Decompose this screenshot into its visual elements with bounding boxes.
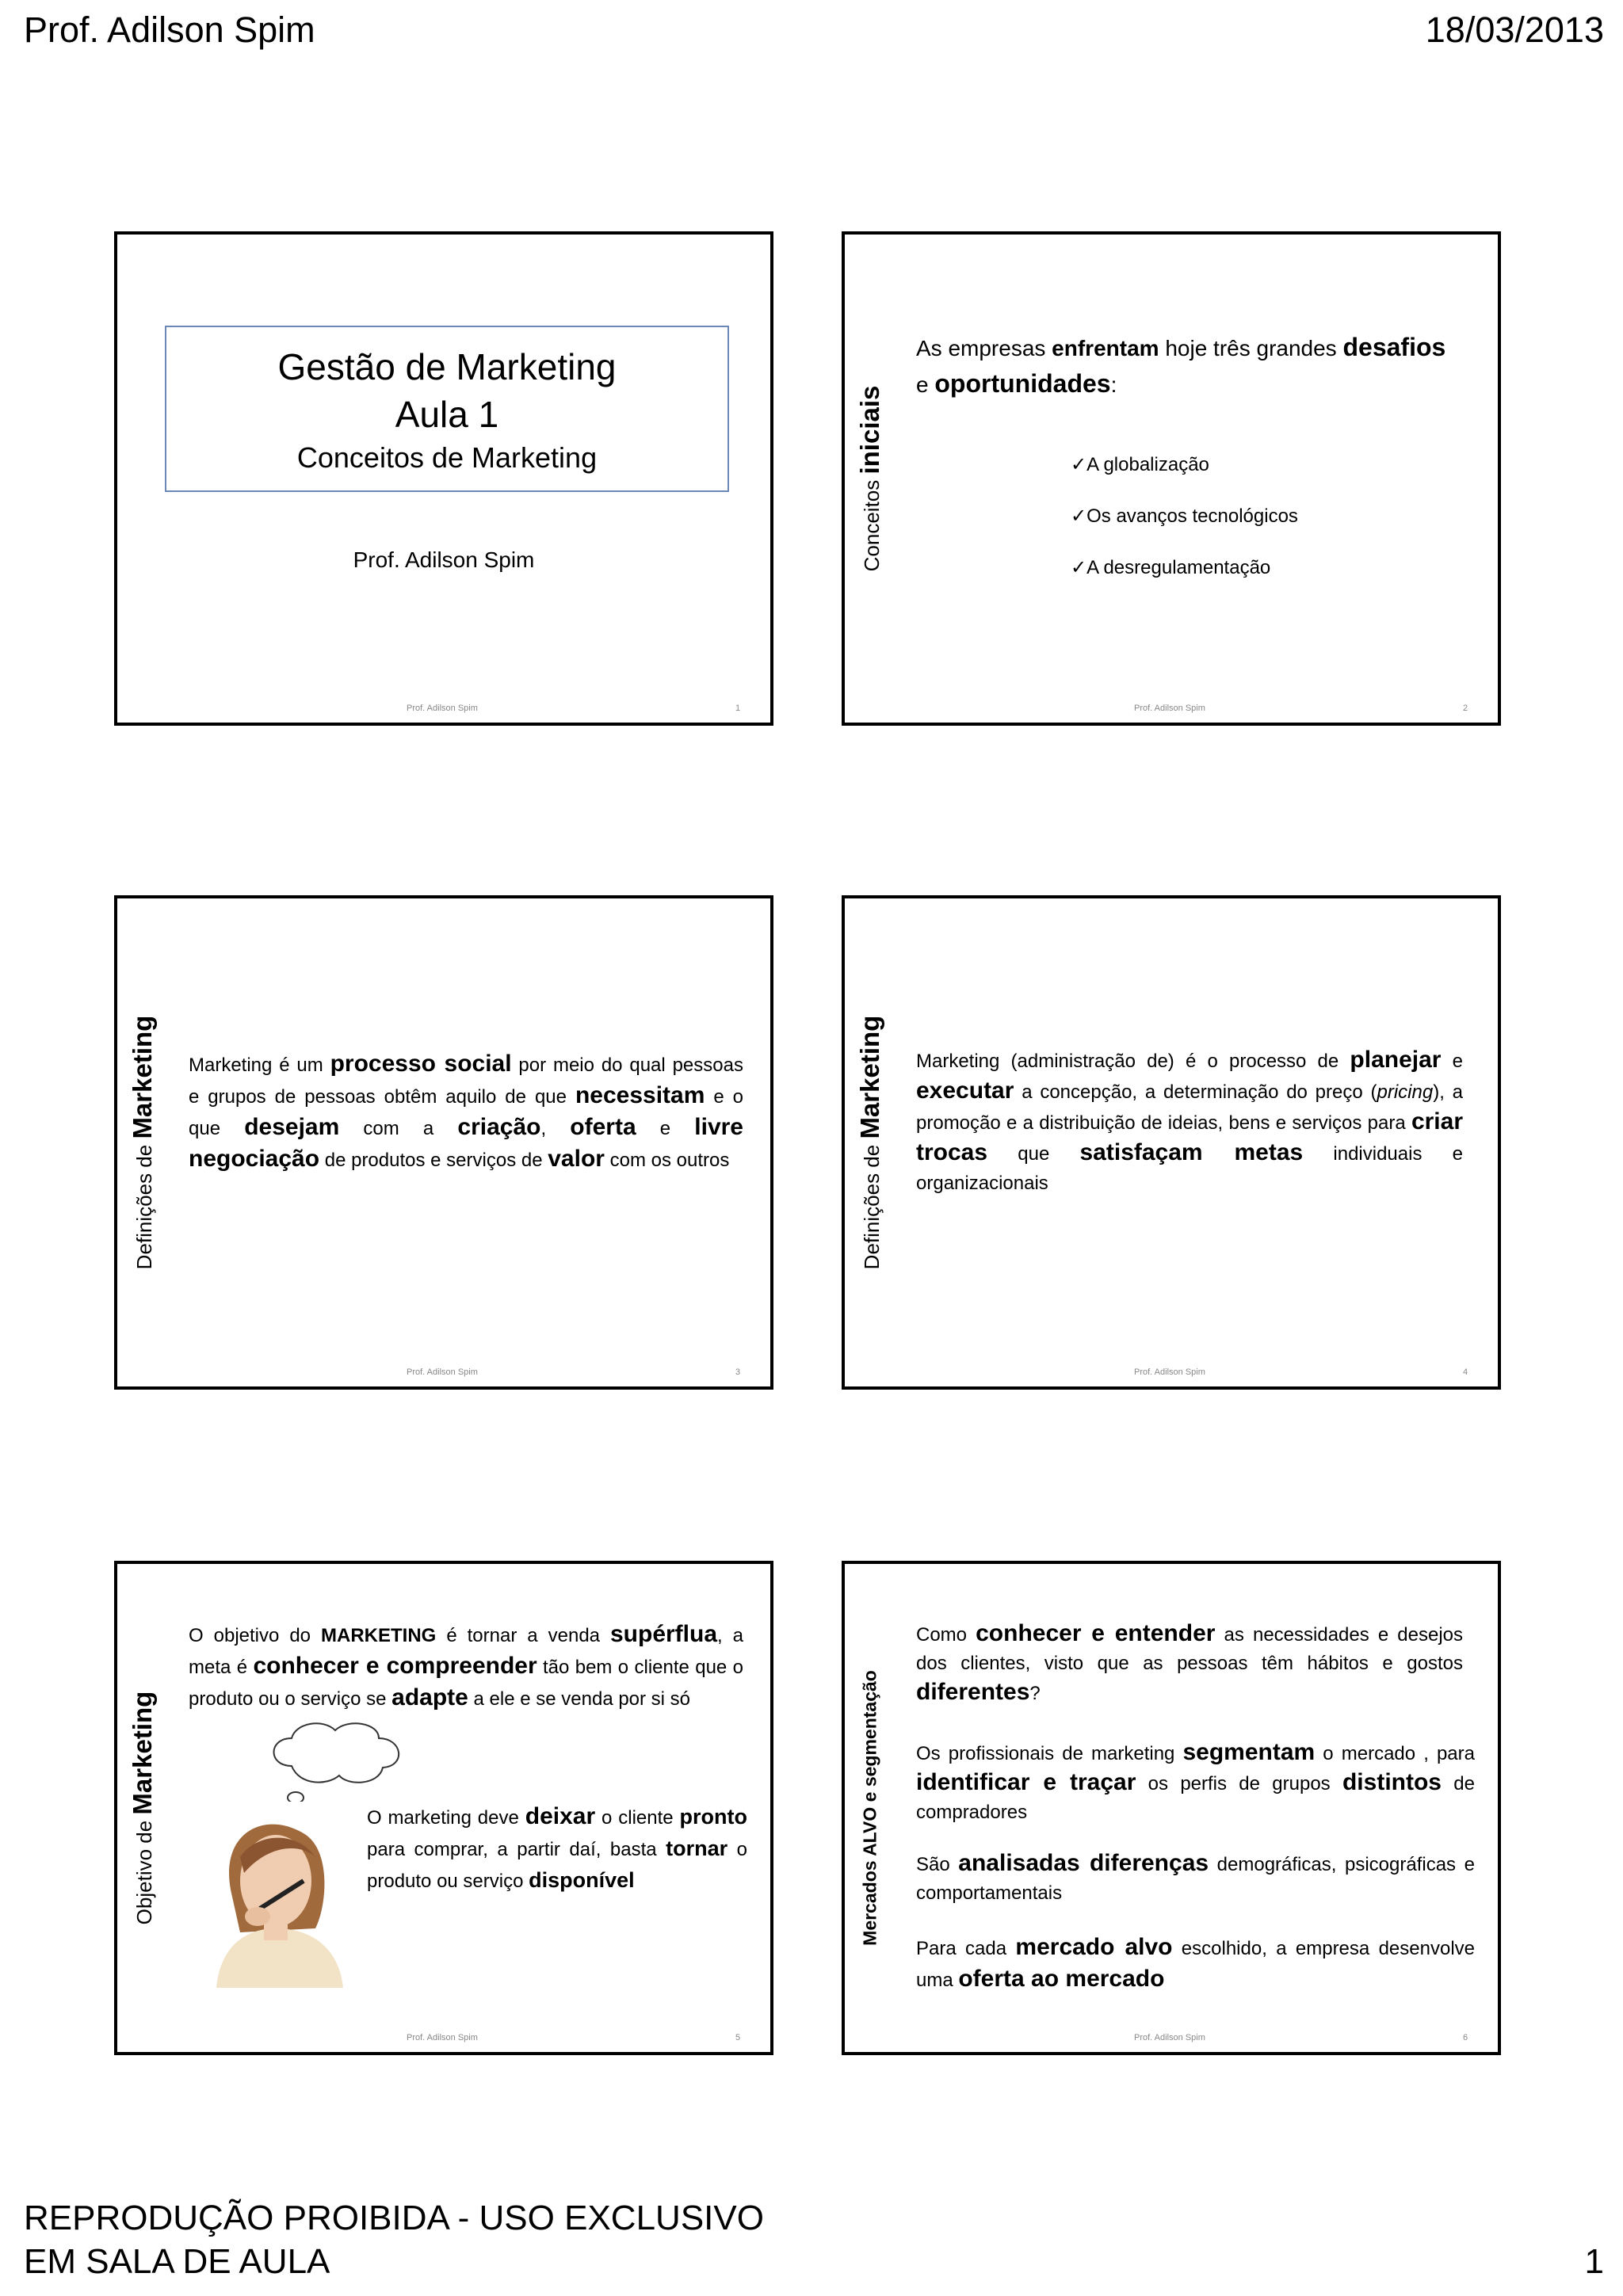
checkmark-icon: ✓: [1071, 505, 1087, 527]
lesson-number: Aula 1: [395, 394, 499, 435]
slide-number: 5: [735, 2033, 741, 2042]
slide-intro: As empresas enfrentam hoje três grandes desafios e oportunidades:: [916, 333, 1446, 398]
slide-footer: Prof. Adilson Spim: [1134, 1367, 1205, 1377]
slide-number: 1: [735, 704, 741, 713]
slide-1: [114, 231, 773, 726]
slide-side-title: Definições de Marketing: [855, 1015, 884, 1270]
slide-number: 2: [1463, 704, 1468, 713]
notice-line-2: EM SALA DE AULA: [24, 2242, 330, 2281]
slide-4: [842, 895, 1501, 1390]
list-item: ✓A globalização: [1071, 454, 1209, 475]
slide-6: [842, 1561, 1501, 2055]
slide-5: [114, 1561, 773, 2055]
presentation-title: Gestão de Marketing: [277, 346, 617, 387]
slide-2: [842, 231, 1501, 726]
checkmark-icon: ✓: [1071, 454, 1087, 475]
slide-text: O objetivo do MARKETING é tornar a venda supérflua, a meta é conhecer e compreender tão bem o cliente que o produto ou o serviço se adapte a ele e se venda por si só: [189, 1621, 744, 1711]
list-item: ✓Os avanços tecnológicos: [1071, 505, 1298, 527]
slide-text: Marketing é um processo social por meio do qual pessoas e grupos de pessoas obtêm aquilo de que necessitam e o que desejam com a criação, oferta e livre negociação de produtos e serviços de valor com os outros: [189, 1051, 744, 1172]
slide-side-title: Objetivo de Marketing: [128, 1691, 157, 1925]
title-box: [165, 326, 729, 492]
challenge-list: [1071, 453, 1298, 608]
slide-footer: Prof. Adilson Spim: [407, 704, 478, 713]
slide-number: 4: [1463, 1367, 1468, 1377]
slide-footer: Prof. Adilson Spim: [407, 2033, 478, 2042]
list-item: ✓A desregulamentação: [1071, 557, 1271, 578]
woman-thinking-image: [185, 1802, 367, 1988]
slide-number: 3: [735, 1367, 741, 1377]
page-footer-notice: [24, 2196, 764, 2283]
lesson-topic: Conceitos de Marketing: [296, 441, 598, 474]
slide-paragraph-2: Os profissionais de marketing segmentam o mercado , para identificar e traçar os perfis de grupos distintos de compradores: [916, 1739, 1475, 1823]
page-footer-number: 1: [1584, 2242, 1604, 2281]
slide-text: Marketing (administração de) é o processo de planejar e executar a concepção, a determinação do preço (pricing), a promoção e a distribuição de ideias, bens e serviços para criar trocas que satisfaçam metas individuais e organizacionais: [916, 1047, 1464, 1194]
slide-side-title: Conceitos iniciais: [855, 385, 884, 572]
slide-paragraph-1: Como conhecer e entender as necessidades e desejos dos clientes, visto que as pessoas têm hábitos e gostos diferentes?: [916, 1620, 1464, 1705]
slide-number: 6: [1463, 2033, 1468, 2042]
slide-paragraph-3: São analisadas diferenças demográficas, psicográficas e comportamentais: [916, 1850, 1475, 1904]
page-header-date: 18/03/2013: [1425, 10, 1604, 50]
slide-3: [114, 895, 773, 1390]
page-header-author: Prof. Adilson Spim: [24, 10, 315, 50]
slide-footer: Prof. Adilson Spim: [1134, 2033, 1205, 2042]
slide-author: Prof. Adilson Spim: [353, 547, 535, 572]
slide-text-secondary: O marketing deve deixar o cliente pronto para comprar, a partir daí, basta tornar o produto ou serviço disponível: [367, 1803, 748, 1892]
slide-paragraph-4: Para cada mercado alvo escolhido, a empresa desenvolve uma oferta ao mercado: [916, 1934, 1476, 1992]
notice-line-1: REPRODUÇÃO PROIBIDA - USO EXCLUSIVO: [24, 2199, 764, 2237]
slide-footer: Prof. Adilson Spim: [407, 1367, 478, 1377]
checkmark-icon: ✓: [1071, 557, 1087, 578]
slide-side-title: Definições de Marketing: [128, 1015, 157, 1270]
slide-side-title: Mercados ALVO e segmentação: [859, 1670, 880, 1946]
slide-footer: Prof. Adilson Spim: [1134, 704, 1205, 713]
